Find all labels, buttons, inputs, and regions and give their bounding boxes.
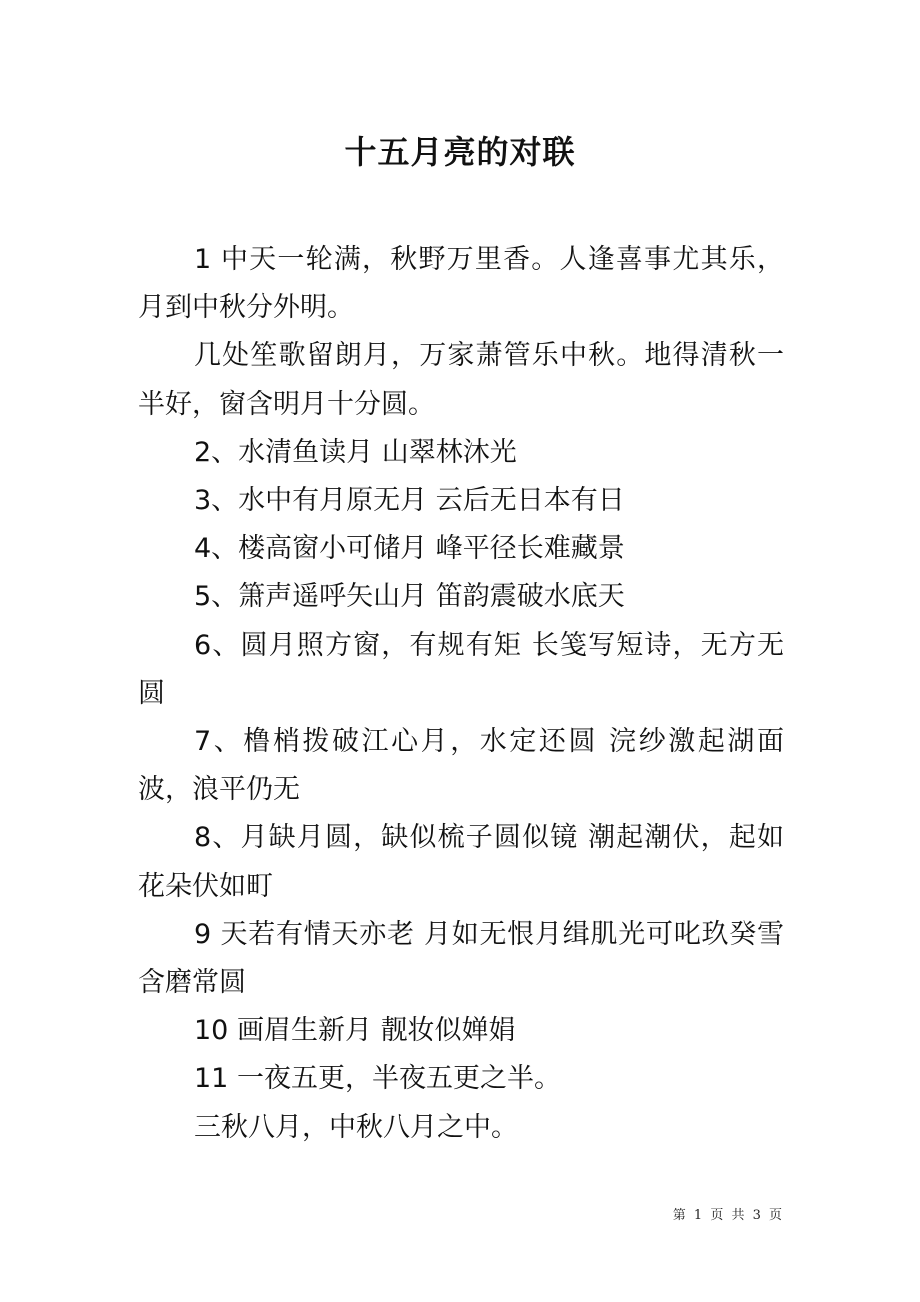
paragraph-6: 5、箫声遥呼矢山月 笛韵震破水底天	[194, 581, 625, 613]
paragraph-12: 11 一夜五更，半夜五更之半。	[194, 1063, 561, 1095]
paragraph-11: 10 画眉生新月 靓妆似婵娟	[194, 1015, 516, 1047]
paragraph-10: 9 天若有情天亦老 月如无恨月缉肌光可叱玖癸雪含磨常圆	[138, 918, 784, 999]
document-title: 十五月亮的对联	[344, 133, 576, 171]
paragraph-4: 3、水中有月原无月 云后无日本有日	[194, 485, 625, 517]
paragraph-8: 7、橹梢拨破江心月，水定还圆 浣纱激起湖面波，浪平仍无	[138, 726, 784, 806]
paragraph-7: 6、圆月照方窗，有规有矩 长笺写短诗，无方无圆	[138, 629, 784, 709]
paragraph-3: 2、水清鱼读月 山翠林沐光	[194, 436, 517, 468]
paragraph-1: 1 中天一轮满，秋野万里香。人逢喜事尤其乐，月到中秋分外明。	[138, 244, 784, 324]
paragraph-13: 三秋八月，中秋八月之中。	[194, 1111, 518, 1143]
document-body	[138, 236, 784, 1152]
page-number-footer: 第 1 页 共 3 页	[672, 1208, 782, 1223]
paragraph-2: 几处笙歌留朗月，万家萧管乐中秋。地得清秋一半好，窗含明月十分圆。	[138, 340, 784, 420]
paragraph-9: 8、月缺月圆，缺似梳子圆似镜 潮起潮伏，起如花朵伏如町	[138, 822, 784, 902]
paragraph-5: 4、楼高窗小可储月 峰平径长难藏景	[194, 533, 625, 565]
